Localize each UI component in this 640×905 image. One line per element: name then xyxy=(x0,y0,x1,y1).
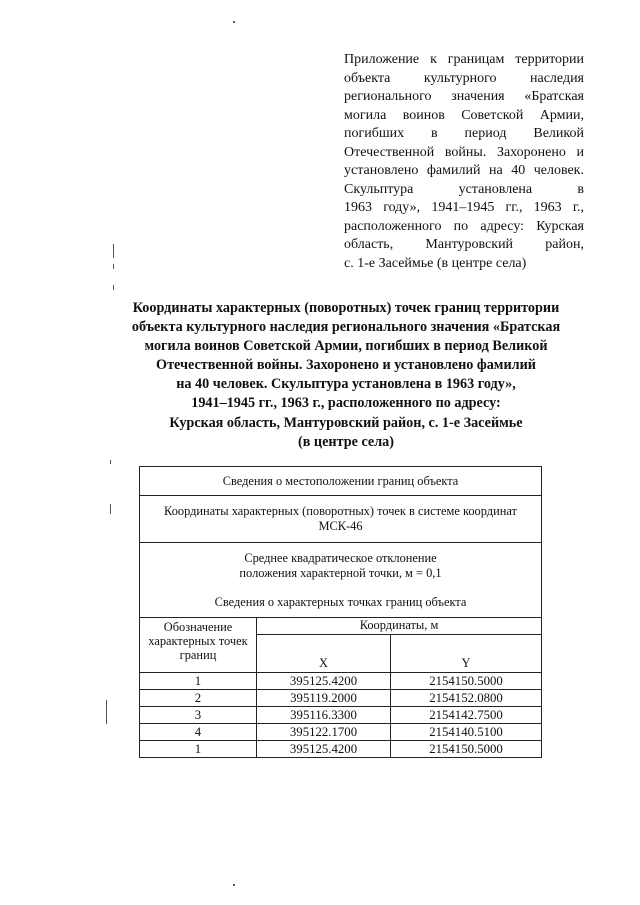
coord-system-name: МСК-46 xyxy=(318,519,363,533)
title-line: объекта культурного наследия регионального значения «Братская xyxy=(131,319,561,336)
designation-header xyxy=(140,618,257,673)
appendix-line: расположенного по адресу: Курская xyxy=(344,218,584,234)
table-row xyxy=(140,707,542,724)
table-row xyxy=(140,741,542,758)
designation-header-line: характерных точек xyxy=(148,634,248,648)
table-row xyxy=(140,690,542,707)
scan-mark xyxy=(233,21,235,23)
title-line: (в центре села) xyxy=(297,433,394,450)
y-column-header: Y xyxy=(391,635,542,673)
appendix-line: с. 1-е Засеймье (в центре села) xyxy=(344,255,527,271)
coord-system-cell xyxy=(140,496,542,543)
y-cell: 2154152.0800 xyxy=(391,690,542,707)
scan-mark xyxy=(233,884,235,886)
appendix-line: Приложение к границам территории xyxy=(344,52,584,67)
accuracy-cell xyxy=(140,543,542,618)
y-cell: 2154140.5100 xyxy=(391,724,542,741)
y-cell: 2154150.5000 xyxy=(391,741,542,758)
appendix-line: могила воинов Советской Армии, xyxy=(344,107,584,123)
coordinates-table xyxy=(139,466,542,758)
appendix-line: объекта культурного наследия xyxy=(344,70,584,86)
rms-line: Среднее квадратическое отклонение xyxy=(244,550,437,565)
y-cell: 2154142.7500 xyxy=(391,707,542,724)
point-cell: 1 xyxy=(140,673,257,690)
appendix-note xyxy=(344,51,584,273)
designation-header-line: границ xyxy=(179,648,217,662)
title-line: Отечественной войны. Захоронено и установлено фамилий xyxy=(156,357,536,374)
appendix-line: регионального значения «Братская xyxy=(344,89,584,104)
scan-mark xyxy=(113,264,114,269)
appendix-line: область, Мантуровский район, xyxy=(344,237,584,252)
x-column-header: X xyxy=(257,635,391,673)
scan-mark xyxy=(110,504,111,514)
designation-header-line: Обозначение xyxy=(163,620,233,634)
coord-system-line: Координаты характерных (поворотных) точек в системе координат xyxy=(164,504,517,518)
appendix-line: установлено фамилий на 40 человек. xyxy=(344,163,584,178)
appendix-line: Скульптура установлена в xyxy=(344,181,584,197)
scan-mark xyxy=(110,460,111,464)
appendix-line: Отечественной войны. Захоронено и xyxy=(344,144,584,160)
scan-mark xyxy=(113,285,114,290)
coordinates-header: Координаты, м xyxy=(257,618,542,635)
table-row xyxy=(140,673,542,690)
location-header-cell: Сведения о местоположении границ объекта xyxy=(140,467,542,496)
point-cell: 4 xyxy=(140,724,257,741)
title-line: Курская область, Мантуровский район, с. 1-е Засеймье xyxy=(169,414,523,431)
appendix-line: погибших в период Великой xyxy=(344,126,584,141)
point-cell: 3 xyxy=(140,707,257,724)
x-cell: 395122.1700 xyxy=(257,724,391,741)
title-line: на 40 человек. Скульптура установлена в 1963 году», xyxy=(176,376,516,393)
title-line: Координаты характерных (поворотных) точек границ территории xyxy=(132,300,560,316)
scan-mark xyxy=(113,244,114,258)
title-line: могила воинов Советской Армии, погибших в период Великой xyxy=(144,338,548,355)
rms-value-line: положения характерной точки, м = 0,1 xyxy=(239,565,442,580)
x-cell: 395125.4200 xyxy=(257,741,391,758)
document-title xyxy=(96,299,596,452)
point-cell: 1 xyxy=(140,741,257,758)
title-line: 1941–1945 гг., 1963 г., расположенного по адресу: xyxy=(191,395,501,412)
x-cell: 395125.4200 xyxy=(257,673,391,690)
appendix-line: 1963 году», 1941–1945 гг., 1963 г., xyxy=(344,200,584,215)
x-cell: 395119.2000 xyxy=(257,690,391,707)
points-header: Сведения о характерных точках границ объекта xyxy=(214,594,467,609)
x-cell: 395116.3300 xyxy=(257,707,391,724)
y-cell: 2154150.5000 xyxy=(391,673,542,690)
scan-mark xyxy=(106,700,107,724)
table-row xyxy=(140,724,542,741)
point-cell: 2 xyxy=(140,690,257,707)
